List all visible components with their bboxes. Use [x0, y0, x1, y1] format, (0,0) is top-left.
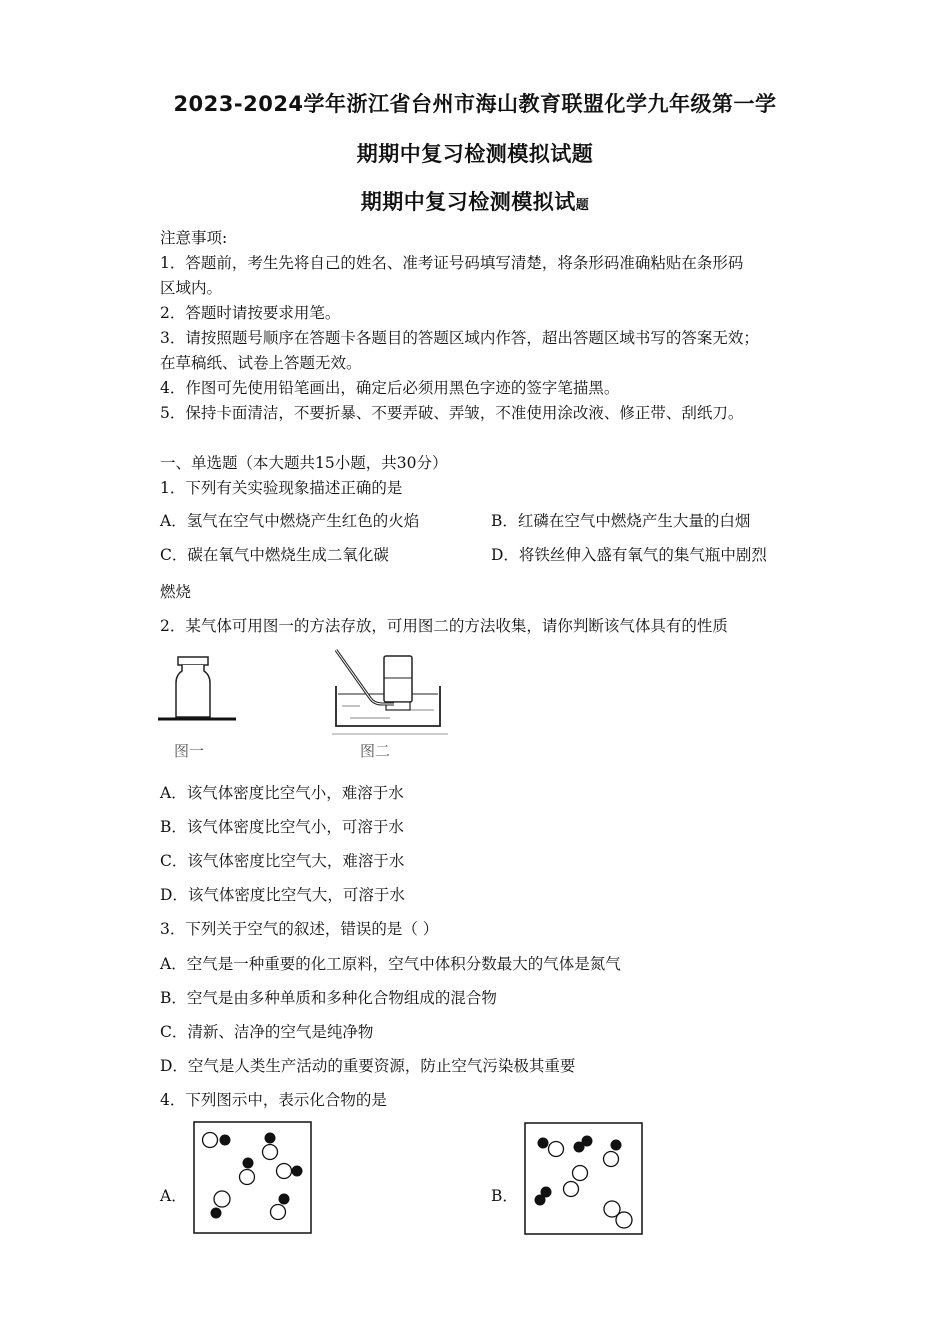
page-title-line2: 期期中复习检测模拟试题: [356, 142, 594, 166]
notice-item: 4．作图可先使用铅笔画出，确定后必须用黑色字迹的签字笔描黑。: [160, 379, 620, 397]
notice-item: 5．保持卡面清洁，不要折暴、不要弄破、弄皱，不准使用涂改液、修正带、刮纸刀。: [160, 404, 744, 422]
q3-stem: 3．下列关于空气的叙述，错误的是（ ）: [160, 920, 439, 938]
notice-heading: 注意事项:: [160, 229, 228, 247]
q3-option-d: D．空气是人类生产活动的重要资源，防止空气污染极其重要: [160, 1057, 576, 1075]
page-title-line3: [0, 186, 950, 216]
q1-option-a: A．氢气在空气中燃烧产生红色的火焰: [160, 512, 420, 530]
figure1-label: 图一: [174, 742, 205, 760]
notice-item: 3．请按照题号顺序在答题卡各题目的答题区域内作答，超出答题区域书写的答案无效；: [160, 329, 759, 347]
q1-option-d: D．将铁丝伸入盛有氧气的集气瓶中剧烈: [491, 546, 767, 564]
q4-stem: 4．下列图示中，表示化合物的是: [160, 1091, 387, 1109]
figure-gas-collection: [330, 648, 450, 738]
figure-bottle-storage: [158, 655, 238, 725]
q3-option-b: B．空气是由多种单质和多种化合物组成的混合物: [160, 989, 497, 1007]
q2-option-d: D．该气体密度比空气大，可溶于水: [160, 886, 405, 904]
q2-option-b: B．该气体密度比空气小，可溶于水: [160, 818, 404, 836]
q1-option-d-continued: 燃烧: [160, 583, 192, 601]
q1-option-c: C．碳在氧气中燃烧生成二氧化碳: [160, 546, 389, 564]
notice-item: 1．答题前，考生先将自己的姓名、准考证号码填写清楚，将条形码准确粘贴在条形码: [160, 254, 744, 272]
q1-stem: 1．下列有关实验现象描述正确的是: [160, 479, 403, 497]
molecule-diagram-a: [193, 1121, 313, 1235]
page-title-line3-small: 题: [575, 198, 590, 213]
figure2-label: 图二: [360, 742, 391, 760]
page-title-line3-main: 期期中复习检测模拟试: [360, 190, 576, 214]
molecule-diagram-b: [524, 1122, 644, 1236]
section-heading: 一、单选题（本大题共15小题，共30分）: [160, 454, 448, 472]
notice-item: 区域内。: [160, 279, 223, 297]
q2-option-c: C．该气体密度比空气大，难溶于水: [160, 852, 405, 870]
notice-item: 2．答题时请按要求用笔。: [160, 304, 341, 322]
q2-stem: 2．某气体可用图一的方法存放，可用图二的方法收集，请你判断该气体具有的性质: [160, 617, 728, 635]
q2-option-a: A．该气体密度比空气小，难溶于水: [160, 784, 404, 802]
q3-option-a: A．空气是一种重要的化工原料，空气中体积分数最大的气体是氮气: [160, 955, 621, 973]
q3-option-c: C．清新、洁净的空气是纯净物: [160, 1023, 374, 1041]
q4-option-b-label: B．: [491, 1187, 518, 1205]
page-title-line1: 2023-2024学年浙江省台州市海山教育联盟化学九年级第一学: [173, 92, 777, 116]
notice-item: 在草稿纸、试卷上答题无效。: [160, 354, 362, 372]
q4-option-a-label: A．: [160, 1187, 187, 1205]
q1-option-b: B．红磷在空气中燃烧产生大量的白烟: [491, 512, 751, 530]
